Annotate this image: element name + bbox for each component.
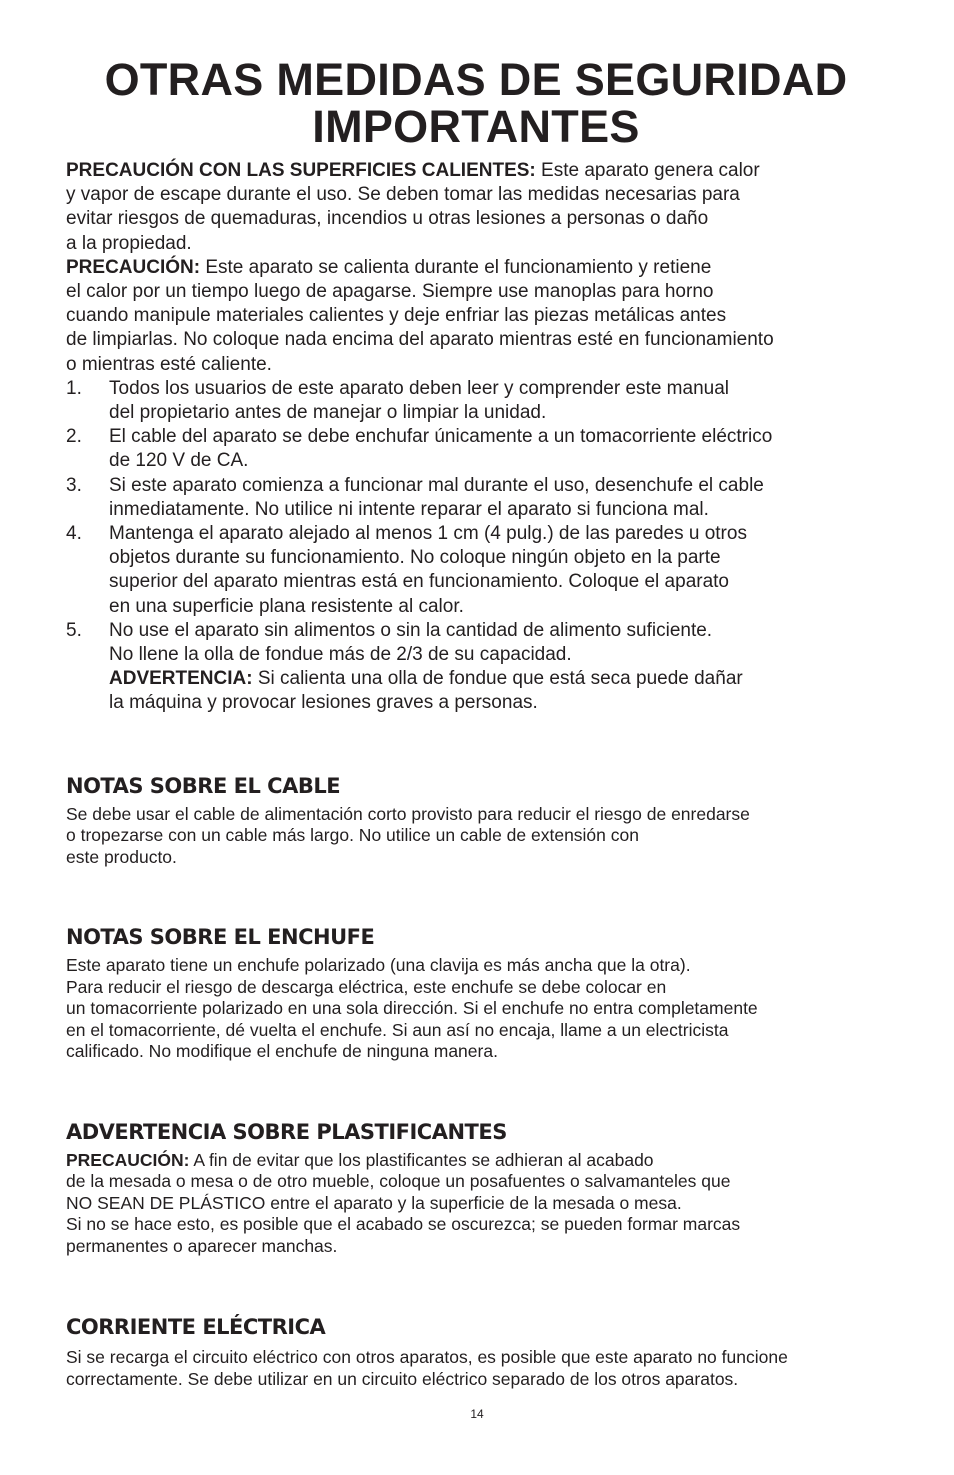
list-item: 1. Todos los usuarios de este aparato deben leer y comprender este manual del propietario antes de manejar o limpiar la unidad. xyxy=(66,377,729,424)
section-heading: NOTAS SOBRE EL CABLE xyxy=(66,773,341,798)
section-body: Se debe usar el cable de alimentación corto provisto para reducir el riesgo de enredarse o tropezarse con un cable más largo. No utilice un cable de extensión con este producto. xyxy=(66,803,750,867)
caution-label: PRECAUCIÓN: xyxy=(66,256,201,278)
section-plug xyxy=(66,924,896,1063)
hot-surfaces-caution: PRECAUCIÓN CON LAS SUPERFICIES CALIENTES: Este aparato genera calor y vapor de escape durante el uso. Se deben tomar las medidas necesarias para evitar riesgos de quemaduras, incendios u otras lesiones a personas o daño a la propiedad. xyxy=(66,160,760,254)
safety-list xyxy=(66,377,896,716)
page-number: 14 xyxy=(470,1407,484,1421)
caution-label: PRECAUCIÓN: xyxy=(66,1149,190,1170)
intro xyxy=(66,159,896,377)
warning-label: ADVERTENCIA: xyxy=(109,668,253,690)
section-body: Si se recarga el circuito eléctrico con otros aparatos, es posible que este aparato no funcione correctamente. Se debe utilizar en un circuito eléctrico separado de los otros aparatos. xyxy=(66,1347,788,1389)
list-item: 2. El cable del aparato se debe enchufar únicamente a un tomacorriente eléctrico de 120 V de CA. xyxy=(66,426,773,472)
section-heading: NOTAS SOBRE EL ENCHUFE xyxy=(66,925,375,950)
list-item: 3. Si este aparato comienza a funcionar mal durante el uso, desenchufe el cable inmediatamente. No utilice ni intente reparar el aparato si funciona mal. xyxy=(66,474,764,520)
section-heading: ADVERTENCIA SOBRE PLASTIFICANTES xyxy=(66,1119,507,1144)
section-plasticizers xyxy=(66,1119,896,1258)
list-item: 4. Mantenga el aparato alejado al menos 1 cm (4 pulg.) de las paredes u otros objetos durante su funcionamiento. No coloque ningún objeto en la parte superior del aparato mientras está en funcionamiento. Coloque el aparato en una superficie plana resistente al calor. xyxy=(66,523,747,617)
section-cable xyxy=(66,773,896,869)
section-electric xyxy=(66,1314,896,1390)
section-body: Este aparato tiene un enchufe polarizado (una clavija es más ancha que la otra). Para reducir el riesgo de descarga eléctrica, este enchufe se debe colocar en un tomacorriente polarizado en una sola dirección. Si el enchufe no entra completamente en el tomacorriente, dé vuelta el enchufe. Si aun así no encaja, llame a un electricista calificado. No modifique el enchufe de ninguna manera. xyxy=(66,955,758,1062)
section-body: PRECAUCIÓN: A fin de evitar que los plastificantes se adhieran al acabado de la mesada o mesa o de otro mueble, coloque un posafuentes o salvamanteles que NO SEAN DE PLÁSTICO entre el aparato y la superficie de la mesada o mesa. Si no se hace esto, es posible que el acabado se oscurezca; se pueden formar marcas permanentes o aparecer manchas. xyxy=(66,1149,741,1256)
list-item: 5. No use el aparato sin alimentos o sin la cantidad de alimento suficiente. No llene la olla de fondue más de 2/3 de su capacidad. ADVERTENCIA: Si calienta una olla de fondue que está seca puede dañar la máquina y provocar lesiones graves a personas. xyxy=(66,619,743,714)
caution-label: PRECAUCIÓN CON LAS SUPERFICIES CALIENTES: xyxy=(66,160,536,181)
section-heading: CORRIENTE ELÉCTRICA xyxy=(66,1315,326,1340)
page xyxy=(66,56,896,1390)
heat-caution: PRECAUCIÓN: Este aparato se calienta durante el funcionamiento y retiene el calor por un tiempo luego de apagarse. Siempre use manoplas para horno cuando manipule materiales calientes y deje enfriar las piezas metálicas antes de limpiarlas. No coloque nada encima del aparato mientras esté en funcionamiento o mientras esté caliente. xyxy=(66,256,774,375)
page-title: OTRAS MEDIDAS DE SEGURIDAD IMPORTANTES xyxy=(104,54,848,152)
